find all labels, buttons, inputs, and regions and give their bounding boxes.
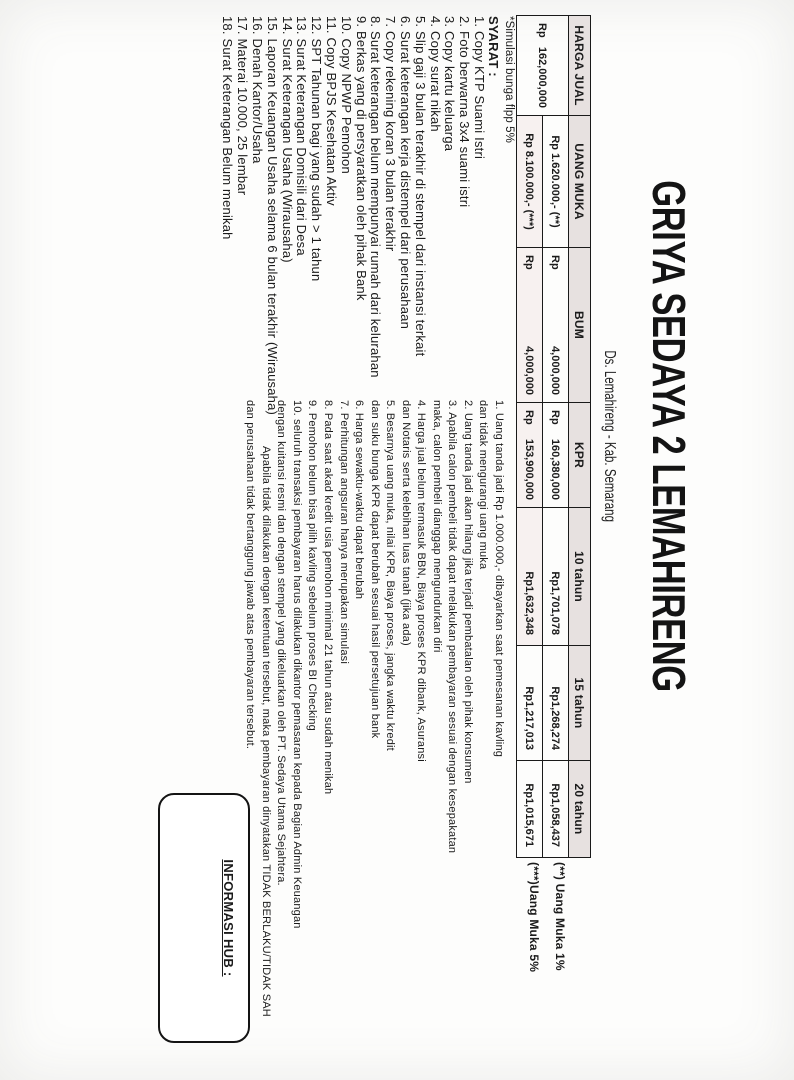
- ketentuan-line: 8. Pada saat akad kredit usia pemohon minimal 21 tahun atau sudah menikah: [321, 400, 334, 795]
- ketentuan-line: 7. Perhitungan angsuran hanya merupakan simulasi: [337, 400, 350, 664]
- footnote-uang-muka-5: (***)Uang Muka 5%: [527, 862, 541, 973]
- ketentuan-line: dan perusahaan tidak bertanggung jawab atas pembayaran tersebut.: [244, 400, 257, 750]
- ketentuan-line: maka, calon pembeli dianggap mengundurkan diri: [430, 400, 443, 653]
- currency-label: Rp: [549, 410, 562, 425]
- cell-angsuran-15-tahun: Rp1,268,274: [543, 646, 569, 761]
- ketentuan-line: dengan kuitansi resmi dan dengan stempel yang dikeluarkan oleh PT. Sedaya Utama Sejahtera.: [275, 400, 288, 886]
- currency-label: Rp: [523, 255, 536, 270]
- ketentuan-line: 9. Pemohon belum bisa pilih kavling sebelum proses BI Checking: [306, 400, 319, 731]
- syarat-item: 13. Surat Keterangan Domisili dari Desa: [294, 16, 310, 256]
- syarat-item: 17. Materai 10.000, 25 lembar: [235, 16, 251, 196]
- cell-uang-muka: Rp 1.620.000,- (**): [543, 116, 569, 248]
- syarat-item: 15. Laporan Keuangan Usaha selama 6 bulan terakhir (Wirausaha): [264, 16, 280, 416]
- cell-bum: [517, 248, 543, 403]
- syarat-section: [220, 16, 513, 416]
- ketentuan-line: Apabila tidak dilakukan dengan ketentuan tersebut, maka pembayaran dinyatakan TIDAK BERLAKU/TIDAK SAH: [259, 446, 272, 1017]
- syarat-item: 7. Copy rekening koran 3 bulan terakhir: [383, 16, 399, 252]
- cell-bum: [543, 248, 569, 403]
- col-header-10-tahun: 10 tahun: [569, 508, 591, 646]
- cell-uang-muka: Rp 8.100.000,- (***): [517, 116, 543, 248]
- ketentuan-line: dan suku bunga KPR dapat berubah sesuai hasil persetujuan bank: [368, 400, 381, 739]
- table-row: [543, 16, 569, 858]
- table-header-row: [569, 16, 591, 858]
- cell-angsuran-10-tahun: Rp1,632,348: [517, 508, 543, 646]
- syarat-item: 4. Copy surat nikah: [427, 16, 443, 132]
- syarat-item: 5. Slip gaji 3 bulan terakhir di stempel dari instansi terkait: [412, 16, 428, 357]
- syarat-item: 6. Surat keterangan kerja distempel dari perusahaan: [398, 16, 414, 329]
- page-subtitle-text: Ds. Lemahireng - Kab. Semarang: [601, 350, 618, 522]
- syarat-heading: SYARAT :: [486, 16, 501, 77]
- syarat-item: 12. SPT Tahunan bagi yang sudah > 1 tahun: [309, 16, 325, 282]
- cell-angsuran-15-tahun: Rp1,217,013: [517, 646, 543, 761]
- bum-amount: 4,000,000: [549, 346, 562, 395]
- cell-angsuran-20-tahun: Rp1,015,671: [517, 761, 543, 858]
- currency-label: Rp: [536, 23, 549, 38]
- page-title-text: GRIYA SEDAYA 2 LEMAHIRENG: [643, 180, 695, 692]
- ketentuan-line: dan Notaris serta kelebihan luas tanah (jika ada): [399, 400, 412, 646]
- harga-jual-amount: 162,000,000: [536, 46, 549, 108]
- syarat-item: 9. Berkas yang di persyaratkan oleh pihak Bank: [353, 16, 369, 301]
- cell-kpr: [517, 403, 543, 508]
- page-subtitle: [600, 15, 618, 857]
- informasi-hub-label: INFORMASI HUB :: [221, 859, 236, 977]
- cell-angsuran-10-tahun: Rp1,701,078: [543, 508, 569, 646]
- table-row: [517, 16, 543, 858]
- syarat-item: 18. Surat Keterangan Belum menikah: [220, 16, 236, 240]
- footnote-uang-muka-1: (**) Uang Muka 1%: [553, 862, 567, 971]
- ketentuan-line: 1. Uang tanda jadi Rp 1.000.000,- dibayarkan saat pemesanan kavling: [493, 400, 505, 758]
- currency-label: Rp: [523, 410, 536, 425]
- col-header-20-tahun: 20 tahun: [569, 761, 591, 858]
- kpr-amount: 153,900,000: [523, 438, 536, 500]
- syarat-item: 1. Copy KTP Suami Istri: [472, 16, 487, 160]
- ketentuan-line: 10. seluruh transaksi pembayaran harus dilakukan dikantor pemasaran kepada Bagian Admin Keuangan: [290, 400, 303, 929]
- syarat-item: 11. Copy BPJS Kesehatan Aktiv: [324, 16, 340, 206]
- informasi-hub-box: [158, 793, 250, 1043]
- page-title: [642, 15, 696, 857]
- bum-amount: 4,000,000: [523, 346, 536, 395]
- cell-kpr: [543, 403, 569, 508]
- syarat-item: 16. Denah Kantor/Usaha: [250, 16, 266, 164]
- kpr-amount: 160,380,000: [549, 438, 562, 500]
- cell-harga-jual: [517, 16, 569, 116]
- syarat-item: 10. Copy NPWP Pemohon: [338, 16, 354, 174]
- col-header-uang-muka: UANG MUKA: [569, 116, 591, 248]
- ketentuan-line: 6. Harga sewaktu-waktu dapat berubah: [353, 400, 366, 600]
- ketentuan-line: 2. Uang tanda jadi akan hilang jika terjadi pembatalan oleh pihak konsumen: [461, 400, 474, 784]
- simulasi-note: *Simulasi bunga flpp 5%: [503, 16, 515, 143]
- cell-angsuran-20-tahun: Rp1,058,437: [543, 761, 569, 858]
- col-header-bum: BUM: [569, 248, 591, 403]
- syarat-item: 8. Surat keterangan belum mempunyai rumah dari kelurahan: [368, 16, 384, 378]
- col-header-15-tahun: 15 tahun: [569, 646, 591, 761]
- ketentuan-line: 3. Apabila calon pembeli tidak dapat melakukan pembayaran sesuai dengan kesepakatan: [446, 400, 459, 854]
- syarat-item: 2. Foto berwarna 3x4 suami istri: [457, 16, 473, 208]
- ketentuan-line: dan tidak mengurangi uang muka: [477, 400, 490, 570]
- col-header-harga-jual: HARGA JUAL: [569, 16, 591, 116]
- syarat-item: 3. Copy kartu keluarga: [442, 16, 458, 152]
- price-table: [516, 15, 591, 858]
- syarat-item: 14. Surat Keterangan Usaha (Wirausaha): [279, 16, 295, 263]
- currency-label: Rp: [549, 255, 562, 270]
- ketentuan-line: 5. Besarnya uang muka, nilai KPR, Biaya proses, jangka waktu kredit: [384, 400, 397, 751]
- ketentuan-line: 4. Harga jual belum termasuk BBN, Biaya proses KPR dibank, Asuransi: [415, 400, 428, 762]
- ketentuan-section: [242, 400, 506, 1070]
- col-header-kpr: KPR: [569, 403, 591, 508]
